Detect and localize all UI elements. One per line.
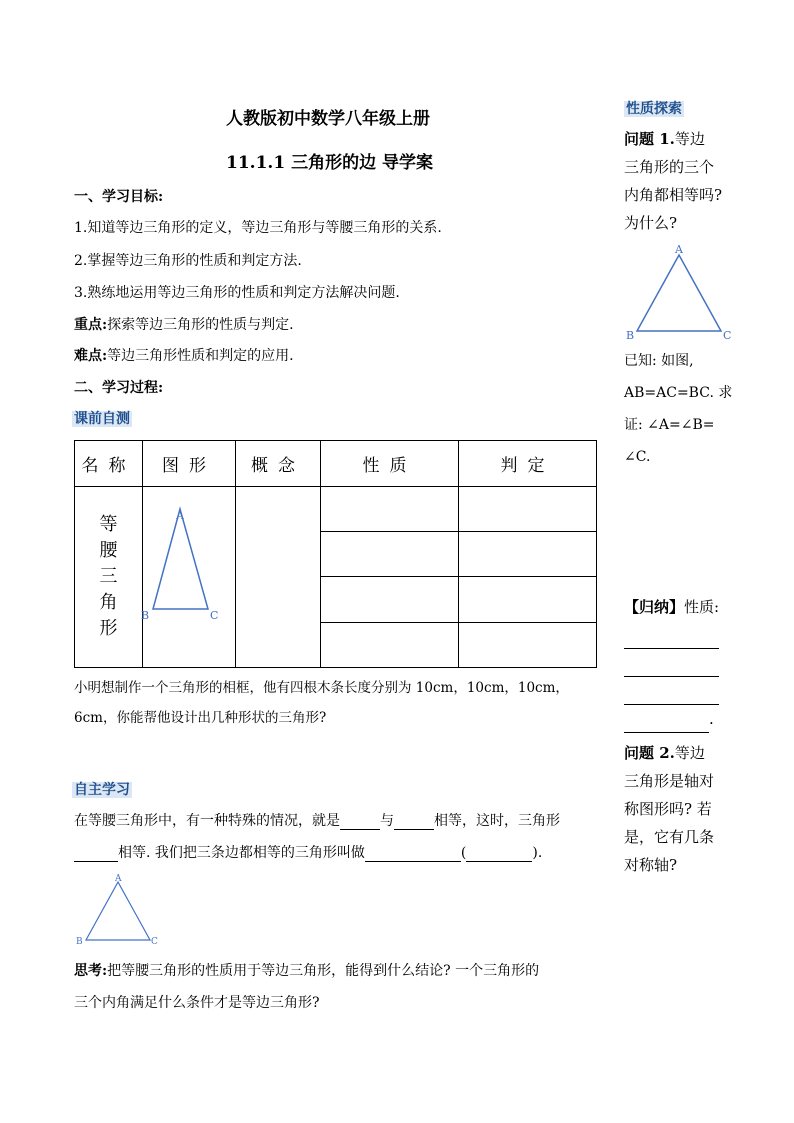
fill-line-2: 相等. 我们把三条边都相等的三角形叫做 ( ). <box>74 842 542 862</box>
think-label: 思考: <box>74 963 108 979</box>
property-cell-4 <box>321 623 459 668</box>
vertex-label-b: B <box>141 609 150 622</box>
section-1-heading: 一、学习目标: <box>74 189 164 205</box>
self-study-highlight: 自主学习 <box>74 782 130 798</box>
document-subtitle: 11.1.1 三角形的边 导学案 <box>226 153 433 173</box>
side-triangle <box>637 255 721 331</box>
q1-line-4: 为什么? <box>624 214 678 232</box>
side-triangle-figure <box>624 243 734 343</box>
figure-cell <box>143 487 236 668</box>
problem-line-2: 6cm，你能帮他设计出几种形状的三角形? <box>74 710 327 726</box>
side-vertex-label-c: C <box>723 329 732 342</box>
key-point-label: 重点: <box>74 317 108 333</box>
blank-5[interactable] <box>466 843 532 862</box>
q1-line-3: 内角都相等吗? <box>624 186 723 204</box>
header-criteria: 判定 <box>459 441 597 487</box>
goal-2: 2.掌握等边三角形的性质和判定方法. <box>74 253 302 269</box>
summary-blank-1[interactable] <box>624 621 719 649</box>
think-line-2: 三个内角满足什么条件才是等边三角形? <box>74 995 320 1011</box>
given-block: 已知: 如图, AB=AC=BC. 求 证: ∠A=∠B= ∠C. <box>624 353 733 465</box>
goal-1: 1.知道等边三角形的定义，等边三角形与等腰三角形的关系. <box>74 220 442 236</box>
document-title: 人教版初中数学八年级上册 <box>226 109 430 129</box>
isosceles-triangle-figure <box>143 487 235 663</box>
pre-study-highlight: 课前自测 <box>74 411 130 427</box>
problem-line-1: 小明想制作一个三角形的相框，他有四根木条长度分别为 10cm，10cm，10cm， <box>74 680 569 696</box>
vertex-label-a: A <box>176 509 184 522</box>
header-figure: 图形 <box>143 441 236 487</box>
summary-line: 【归纳】性质: <box>624 598 720 616</box>
equilateral-triangle-figure <box>74 872 164 948</box>
side-vertex-label-a: A <box>675 243 683 256</box>
side-heading: 性质探索 <box>626 101 682 117</box>
summary-blank-4-row: . <box>624 705 739 733</box>
difficulty <box>74 345 294 365</box>
table-row <box>75 487 597 532</box>
key-point <box>74 314 294 334</box>
side-vertex-label-b: B <box>626 329 635 342</box>
eq-vertex-label-a: A <box>115 874 122 884</box>
criteria-cell-4 <box>459 623 597 668</box>
vertex-label-c: C <box>210 609 219 622</box>
summary-blank-3[interactable] <box>624 677 719 705</box>
isosceles-triangle <box>153 509 208 609</box>
difficulty-text: 等边三角形性质和判定的应用. <box>107 348 294 364</box>
row-label-cell <box>75 487 143 668</box>
table-header-row <box>75 441 597 487</box>
criteria-cell-3 <box>459 577 597 623</box>
q1-line-1: 问题 1.等边 <box>624 130 705 148</box>
q1-line-2: 三角形的三个 <box>624 158 715 176</box>
comparison-table <box>74 440 597 668</box>
summary-blank-2[interactable] <box>624 649 719 677</box>
blank-4[interactable] <box>365 843 461 862</box>
property-cell-2 <box>321 531 459 577</box>
eq-vertex-label-c: C <box>151 937 158 947</box>
key-point-text: 探索等边三角形的性质与判定. <box>107 317 294 333</box>
difficulty-label: 难点: <box>74 348 108 364</box>
pre-study-label <box>72 408 132 428</box>
blank-3[interactable] <box>74 843 118 862</box>
blank-1[interactable] <box>340 811 380 830</box>
goal-3: 3.熟练地运用等边三角形的性质和判定方法解决问题. <box>74 285 400 301</box>
section-2-heading: 二、学习过程: <box>74 380 164 396</box>
blank-2[interactable] <box>394 811 434 830</box>
q2-line-3: 称图形吗? 若 <box>624 800 712 818</box>
equilateral-triangle <box>86 882 150 940</box>
q2-line-2: 三角形是轴对 <box>624 772 715 790</box>
criteria-cell-2 <box>459 531 597 577</box>
concept-cell <box>236 487 321 668</box>
row-label-isosceles: 等 腰 三 角 形 <box>99 514 118 639</box>
fill-line-1: 在等腰三角形中，有一种特殊的情况，就是 与 相等，这时，三角形 <box>74 813 560 829</box>
q2-line-5: 对称轴? <box>624 856 678 874</box>
header-property: 性质 <box>321 441 459 487</box>
header-name: 名称 <box>75 441 143 487</box>
q2-line-1: 问题 2.等边 <box>624 744 705 762</box>
summary-blank-4[interactable] <box>624 705 709 733</box>
property-cell-1 <box>321 487 459 532</box>
q2-line-4: 是，它有几条 <box>624 828 715 846</box>
self-study-label <box>72 779 132 799</box>
think-line-1: 思考:把等腰三角形的性质用于等边三角形，能得到什么结论? 一个三角形的 <box>74 963 540 979</box>
property-cell-3 <box>321 577 459 623</box>
eq-vertex-label-b: B <box>76 937 83 947</box>
criteria-cell-1 <box>459 487 597 532</box>
header-concept: 概念 <box>236 441 321 487</box>
side-column <box>624 94 739 879</box>
